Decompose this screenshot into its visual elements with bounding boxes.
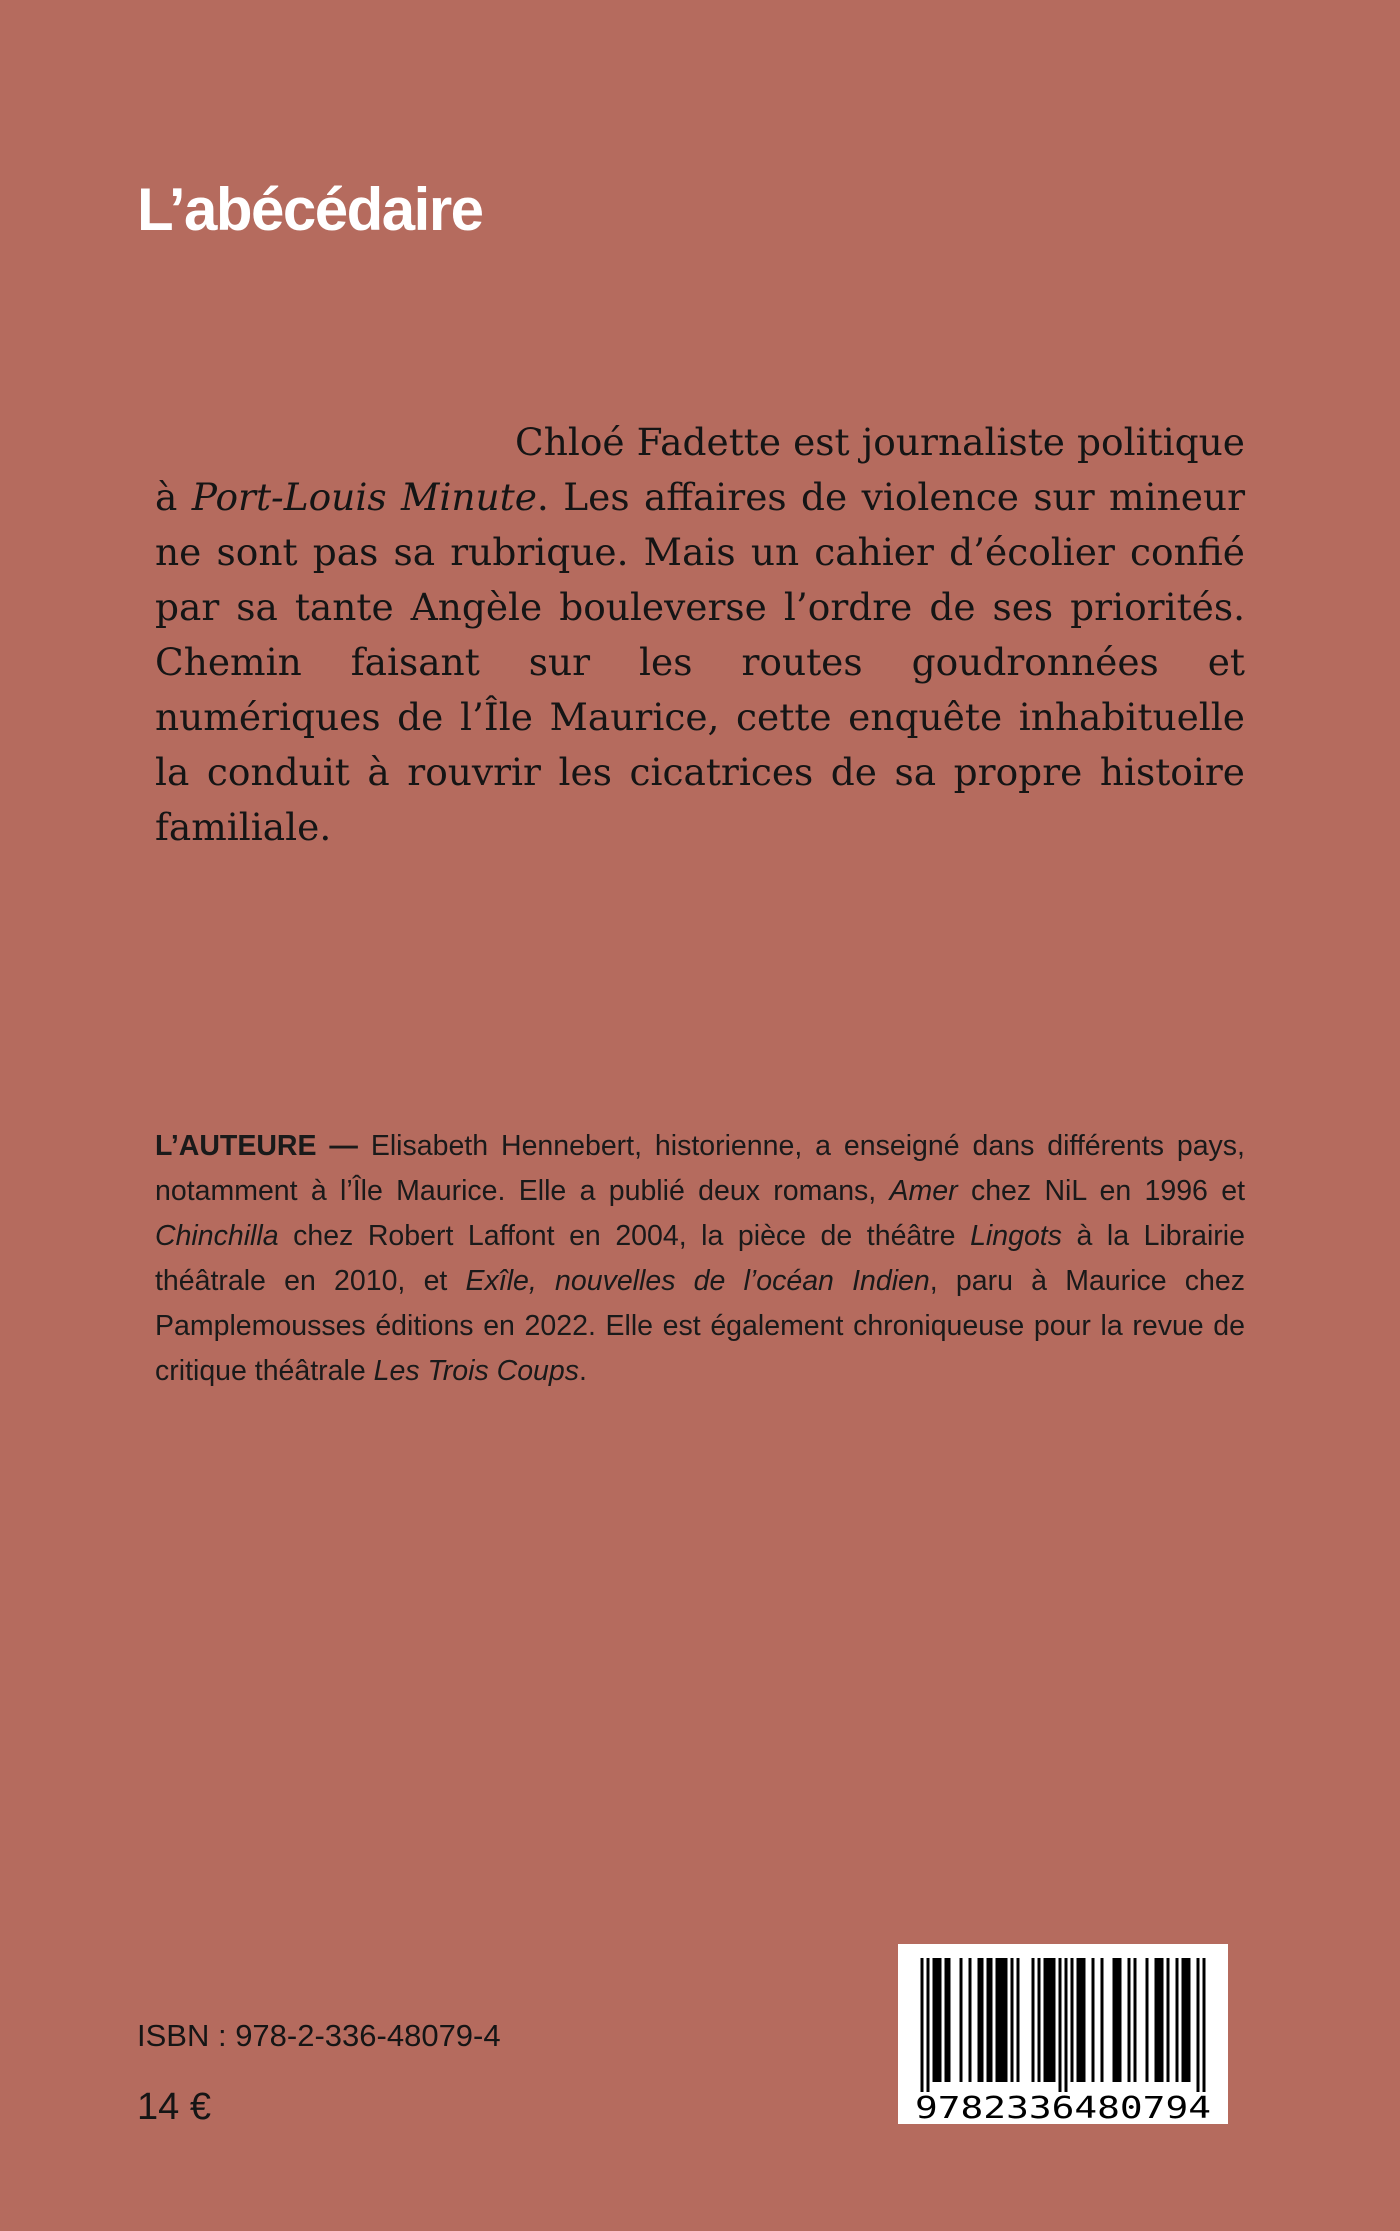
barcode-bar [1080, 1958, 1083, 2082]
author-bio-text: . [579, 1355, 587, 1387]
barcode-bar [1038, 1958, 1041, 2082]
barcode-icon [898, 1944, 1228, 2124]
barcode-bar [1116, 1958, 1119, 2082]
barcode-bar [1146, 1958, 1149, 2082]
synopsis-text: Chloé Fadette est journaliste politique à [155, 420, 1245, 519]
synopsis-text: . Les affaires de violence sur mineur ne sont pas sa rubrique. Mais un cahier d’écolier confié par sa tante Angèle bouleverse l’ordre de ses priorités. Chemin faisant sur les routes goudronnées et numériques de l’Île Maurice, cette enquête inhabituelle la conduit à rouvrir les cicatrices de sa propre histoire familiale. [155, 475, 1245, 849]
barcode-bar [1083, 1958, 1086, 2082]
barcode-bar [1050, 1958, 1053, 2082]
barcode-bar [1119, 1958, 1122, 2082]
price: 14 € [137, 2086, 211, 2128]
barcode-bar [987, 1958, 990, 2082]
barcode-bar [1005, 1958, 1008, 2082]
barcode-bar [1128, 1958, 1131, 2082]
barcode-bar [1161, 1958, 1164, 2082]
synopsis-paragraph [155, 415, 1245, 855]
barcode-bar [1032, 1958, 1035, 2082]
barcode-bar [945, 1958, 948, 2082]
book-reference: Les Trois Coups [373, 1355, 580, 1387]
barcode-bar [1176, 1958, 1179, 2082]
newspaper-name: Port-Louis Minute [191, 475, 537, 519]
barcode-bar [1101, 1958, 1104, 2082]
barcode-bar [1092, 1958, 1095, 2082]
barcode-bar [933, 1958, 936, 2082]
barcode-bar [996, 1958, 999, 2082]
barcode-bar [1203, 1958, 1206, 2092]
barcode-bar [1134, 1958, 1137, 2082]
isbn: ISBN : 978-2-336-48079-4 [137, 2018, 501, 2053]
author-bio-text: chez NiL en 1996 et [957, 1175, 1245, 1207]
barcode-bar [1017, 1958, 1020, 2082]
barcode-bar [927, 1958, 930, 2092]
barcode-bar [990, 1958, 993, 2082]
barcode-bar [1185, 1958, 1188, 2082]
author-bio [155, 1124, 1245, 1394]
barcode-bar [1188, 1958, 1191, 2082]
author-bio-text: à la Librairie théâtrale en 2010, et [155, 1220, 1245, 1297]
barcode-digits: 9782336480794 [915, 2091, 1211, 2124]
barcode-bar [1182, 1958, 1185, 2082]
author-bio-text: Elisabeth Hennebert, historienne, a enseigné dans différents pays, notamment à l’Île Maurice. Elle a publié deux romans, [155, 1130, 1245, 1207]
author-label: L’AUTEURE — [155, 1130, 358, 1162]
barcode-bar [939, 1958, 942, 2082]
barcode-bar [936, 1958, 939, 2082]
barcode-bar [1053, 1958, 1056, 2082]
barcode-bar [978, 1958, 981, 2082]
book-title: L’abécédaire [137, 176, 483, 243]
barcode-bar [969, 1958, 972, 2082]
barcode-bar [1047, 1958, 1050, 2082]
barcode-bar [1158, 1958, 1161, 2082]
barcode-bar [1197, 1958, 1200, 2092]
barcode-bar [999, 1958, 1002, 2082]
book-reference: Lingots [970, 1220, 1062, 1252]
barcode-bar [1155, 1958, 1158, 2082]
barcode-bar [1071, 1958, 1074, 2082]
barcode-bar [1113, 1958, 1116, 2082]
barcode-bar [1011, 1958, 1014, 2082]
barcode-bar [1065, 1958, 1068, 2092]
barcode-bar [1059, 1958, 1062, 2092]
barcode-bar [960, 1958, 963, 2082]
book-reference: Amer [889, 1175, 958, 1207]
book-reference: Exîle, nouvelles de l’océan Indien [465, 1265, 930, 1297]
barcode-bar [1044, 1958, 1047, 2082]
barcode-bar [981, 1958, 984, 2082]
book-reference: Chinchilla [155, 1220, 279, 1252]
barcode-bar [1077, 1958, 1080, 2082]
author-bio-text: chez Robert Laffont en 2004, la pièce de théâtre [278, 1220, 971, 1252]
author-bio-text: , paru à Maurice chez Pamplemousses éditions en 2022. Elle est également chroniqueuse pour la revue de critique théâtrale [155, 1265, 1245, 1387]
barcode-bar [921, 1958, 924, 2092]
barcode-bar [948, 1958, 951, 2082]
barcode-bar [1167, 1958, 1170, 2082]
barcode [898, 1944, 1228, 2124]
barcode-bar [1002, 1958, 1005, 2082]
